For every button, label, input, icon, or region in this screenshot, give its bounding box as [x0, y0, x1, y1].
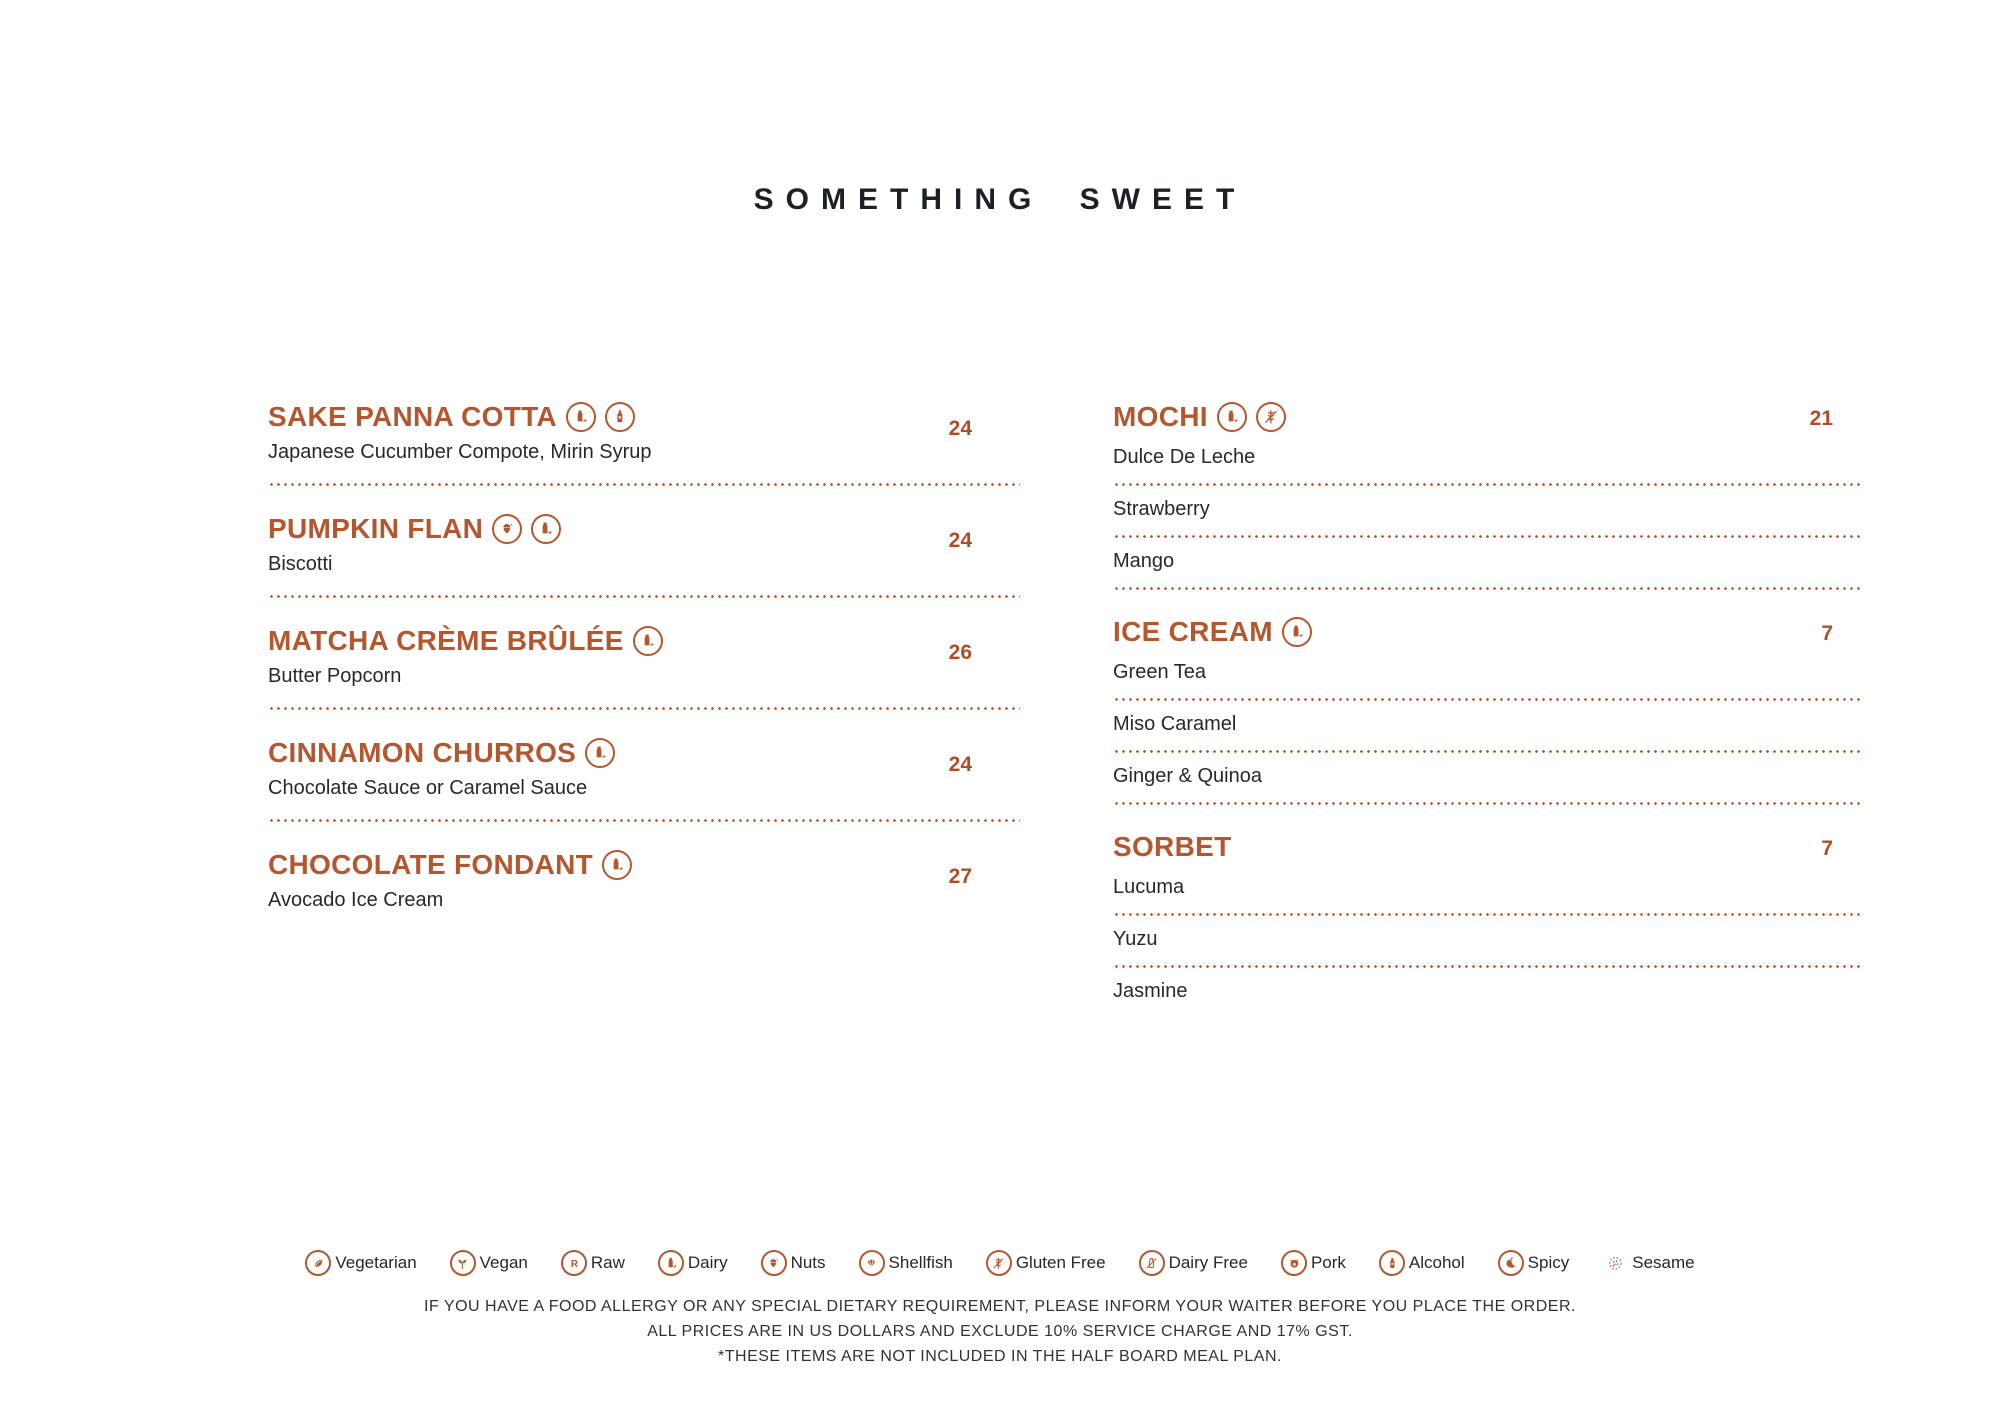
menu-item — [268, 848, 1020, 913]
nuts-icon — [492, 514, 522, 544]
footer-allergy-note: IF YOU HAVE A FOOD ALLERGY OR ANY SPECIAL DIETARY REQUIREMENT, PLEASE INFORM YOUR WAITER BEFORE YOU PLACE THE ORDER. — [424, 1298, 1576, 1315]
dotted-divider — [268, 819, 1020, 822]
legend-label: Vegan — [479, 1253, 528, 1272]
menu-item — [268, 736, 1020, 822]
gluten-free-icon — [986, 1250, 1012, 1276]
legend-label: Shellfish — [888, 1253, 953, 1272]
menu-item-description: Chocolate Sauce or Caramel Sauce — [268, 777, 588, 799]
gluten-free-icon — [1256, 402, 1286, 432]
dairy-icon — [602, 850, 632, 880]
legend-label: Sesame — [1632, 1253, 1695, 1272]
menu-item-price: 26 — [948, 641, 972, 664]
menu-item-price: 27 — [948, 865, 972, 888]
raw-icon — [561, 1250, 587, 1276]
right-column — [1113, 400, 1863, 1042]
menu-item-header — [268, 736, 1020, 770]
dairy-free-icon — [1139, 1250, 1165, 1276]
legend-item-shellfish — [859, 1250, 953, 1276]
pork-icon — [1281, 1250, 1307, 1276]
dairy-icon — [1282, 617, 1312, 647]
menu-section-price: 21 — [1809, 407, 1833, 430]
legend-item-vegan — [450, 1250, 528, 1276]
dotted-divider — [268, 595, 1020, 598]
legend-label: Nuts — [790, 1253, 826, 1272]
dotted-divider — [268, 483, 1020, 486]
nuts-icon — [761, 1250, 787, 1276]
legend-label: Dairy — [687, 1253, 728, 1272]
footer-mealplan-note: *THESE ITEMS ARE NOT INCLUDED IN THE HALF BOARD MEAL PLAN. — [718, 1348, 1282, 1365]
menu-item-price: 24 — [948, 753, 972, 776]
flavor-item: Ginger & Quinoa — [1113, 765, 1262, 787]
legend-item-gluten-free — [986, 1250, 1106, 1276]
page-title: SOMETHING SWEET — [753, 183, 1247, 216]
alcohol-icon — [1379, 1250, 1405, 1276]
legend-label: Raw — [590, 1253, 625, 1272]
menu-item-header — [268, 400, 1020, 434]
legend-item-raw — [561, 1250, 625, 1276]
legend-item-sesame — [1602, 1250, 1694, 1276]
flavor-item: Miso Caramel — [1113, 713, 1237, 735]
flavor-item: Mango — [1113, 550, 1175, 572]
menu-section-header — [1113, 830, 1863, 864]
vegetarian-icon — [305, 1250, 331, 1276]
spicy-icon — [1498, 1250, 1524, 1276]
footer-notes — [0, 1294, 2000, 1369]
vegan-icon — [450, 1250, 476, 1276]
menu-section-header — [1113, 615, 1863, 649]
menu-item-name: MATCHA CRÈME BRÛLÉE — [268, 625, 624, 656]
menu-item — [268, 400, 1020, 486]
menu-item-name: SAKE PANNA COTTA — [268, 401, 557, 432]
legend-label: Spicy — [1527, 1253, 1570, 1272]
flavor-item: Green Tea — [1113, 661, 1207, 683]
left-column — [268, 400, 1020, 913]
menu-item-header — [268, 624, 1020, 658]
menu-section-price: 7 — [1821, 837, 1833, 860]
dotted-divider — [1113, 587, 1863, 590]
alcohol-icon — [605, 402, 635, 432]
legend-label: Gluten Free — [1015, 1253, 1106, 1272]
flavor-item: Jasmine — [1113, 980, 1188, 1002]
dairy-icon — [566, 402, 596, 432]
menu-item-price: 24 — [948, 529, 972, 552]
dairy-icon — [633, 626, 663, 656]
legend-item-nuts — [761, 1250, 826, 1276]
footer-pricing-note: ALL PRICES ARE IN US DOLLARS AND EXCLUDE 10% SERVICE CHARGE AND 17% GST. — [647, 1323, 1353, 1340]
menu-item-description: Biscotti — [268, 553, 333, 575]
legend-label: Dairy Free — [1168, 1253, 1248, 1272]
dotted-divider — [268, 707, 1020, 710]
sesame-icon — [1602, 1250, 1628, 1276]
flavor-item: Lucuma — [1113, 876, 1185, 898]
flavor-item: Strawberry — [1113, 498, 1210, 520]
legend-item-spicy — [1498, 1250, 1570, 1276]
menu-item-name: CHOCOLATE FONDANT — [268, 849, 593, 880]
legend-label: Vegetarian — [335, 1253, 417, 1272]
menu-item-price: 24 — [948, 417, 972, 440]
menu-section — [1113, 830, 1863, 1017]
flavor-item: Dulce De Leche — [1113, 446, 1256, 468]
legend-item-pork — [1281, 1250, 1346, 1276]
shellfish-icon — [859, 1250, 885, 1276]
dietary-legend — [0, 1250, 2000, 1276]
menu-section-name: MOCHI — [1113, 401, 1208, 432]
menu-section-price: 7 — [1821, 622, 1833, 645]
legend-label: Alcohol — [1408, 1253, 1465, 1272]
menu-section — [1113, 615, 1863, 805]
menu-section — [1113, 400, 1863, 590]
svg-text:R: R — [570, 1258, 578, 1270]
legend-item-vegetarian — [305, 1250, 416, 1276]
menu-item-name: CINNAMON CHURROS — [268, 737, 577, 768]
legend-item-alcohol — [1379, 1250, 1465, 1276]
menu-item-name: PUMPKIN FLAN — [268, 513, 484, 544]
menu-section-name: SORBET — [1113, 831, 1232, 862]
flavor-item: Yuzu — [1113, 928, 1158, 950]
legend-label: Pork — [1310, 1253, 1346, 1272]
legend-item-dairy-free — [1139, 1250, 1248, 1276]
menu-item-header — [268, 848, 1020, 882]
dairy-icon — [1217, 402, 1247, 432]
dairy-icon — [585, 738, 615, 768]
menu-item-description: Japanese Cucumber Compote, Mirin Syrup — [268, 441, 652, 463]
menu-section-name: ICE CREAM — [1113, 616, 1273, 647]
dotted-divider — [1113, 802, 1863, 805]
legend-item-dairy — [658, 1250, 728, 1276]
menu-item-description: Butter Popcorn — [268, 665, 402, 687]
dairy-icon — [658, 1250, 684, 1276]
menu-item — [268, 624, 1020, 710]
menu-section-header — [1113, 400, 1863, 434]
menu-item-description: Avocado Ice Cream — [268, 889, 444, 911]
dairy-icon — [531, 514, 561, 544]
menu-item-header — [268, 512, 1020, 546]
menu-item — [268, 512, 1020, 598]
